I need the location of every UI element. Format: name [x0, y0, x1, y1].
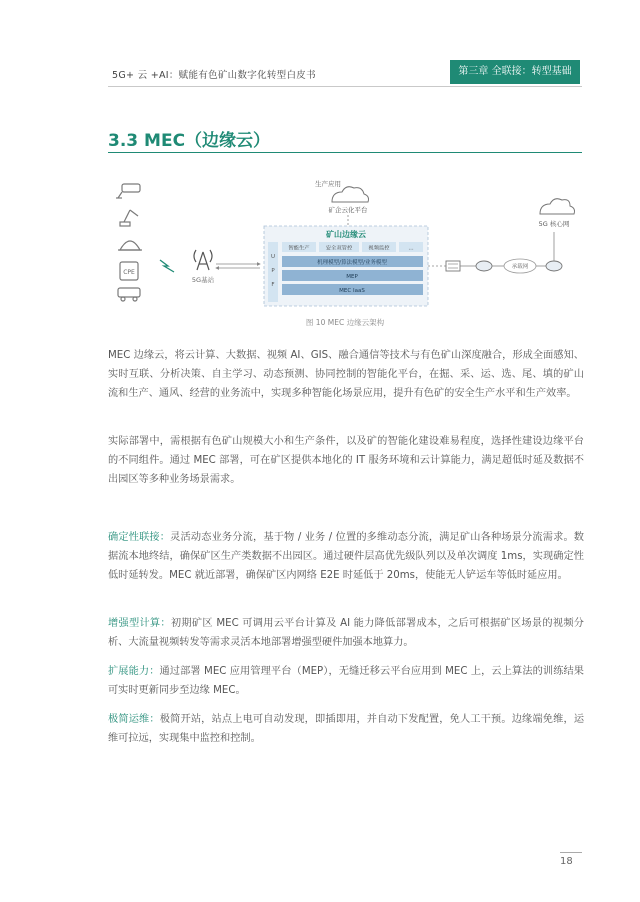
enterprise-cloud-label: 矿企云化平台 — [328, 206, 368, 214]
cloud-icon — [332, 187, 369, 202]
feature-label: 确定性联接： — [108, 532, 171, 543]
page-number-rule — [560, 852, 582, 853]
feature-extension — [108, 662, 584, 700]
bearer-net-label: 承载网 — [511, 264, 529, 270]
svg-text:智能生产: 智能生产 — [288, 245, 310, 252]
feature-text: 初期矿区 MEC 可调用云平台计算及 AI 能力降低部署成本，之后可根据矿区场景的视频分析、大流量视频转发等需求灵活本地部署增强型硬件加强本地算力。 — [108, 618, 584, 648]
cpe-icon — [120, 262, 138, 280]
section-title: 3.3 MEC（边缘云） — [108, 131, 271, 151]
svg-text:安全双管控: 安全双管控 — [325, 245, 353, 252]
svg-text:…: … — [408, 245, 414, 252]
edge-cloud-title: 矿山边缘云 — [326, 230, 366, 239]
svg-text:U: U — [270, 254, 276, 260]
feature-text: 灵活动态业务分流，基于物 / 业务 / 位置的多维动态分流，满足矿山各种场景分流需求。数据流本地终结，确保矿区生产类数据不出园区。通过硬件层高优先级队列以及单次调度 1ms，实现确定性低时延转发。MEC 就近部署，确保矿区内网络 E2E 时延低于 20ms，使能无人铲运车等低时延应用。 — [108, 532, 584, 581]
svg-text:F: F — [271, 282, 275, 288]
camera-icon — [116, 184, 140, 198]
chapter-badge: 第三章 全联接：转型基础 — [450, 60, 580, 84]
feature-text: 通过部署 MEC 应用管理平台（MEP），无缝迁移云平台应用到 MEC 上，云上算法的训练结果可实时更新同步至边缘 MEC。 — [108, 666, 584, 696]
vehicle-icon — [118, 288, 140, 301]
svg-text:视频监控: 视频监控 — [368, 245, 390, 252]
core-cloud-icon — [540, 199, 575, 214]
svg-text:MEP: MEP — [346, 274, 358, 280]
station-label: 5G基站 — [191, 276, 215, 284]
feature-text: 极简开站，站点上电可自动发现，即插即用，并自动下发配置，免人工干预。边缘端免维，运维可拉远，实现集中监控和控制。 — [108, 714, 585, 744]
antenna-icon — [194, 250, 212, 270]
router-icon-right — [546, 261, 562, 271]
feature-label: 增强型计算： — [108, 618, 171, 629]
switch-icon — [446, 261, 460, 271]
wireless-signal-icon — [160, 260, 174, 272]
svg-text:机理模型/算法模型/业务模型: 机理模型/算法模型/业务模型 — [317, 260, 387, 266]
header-divider — [108, 86, 582, 87]
figure-caption: 图 10 MEC 边缘云架构 — [305, 318, 385, 327]
feature-ops — [108, 710, 584, 748]
cpe-label: CPE — [123, 269, 135, 276]
intro-paragraph: MEC 边缘云，将云计算、大数据、视频 AI、GIS、融合通信等技术与有色矿山深度融合，形成全面感知、实时互联、分析决策、自主学习、动态预测、协同控制的智能化平台，在掘、采、运、选、尾、填的矿山流和生产、通风、经营的业务流中，实现多种智能化场景应用，提升有色矿的安全生产水平和生产效率。 — [108, 350, 584, 399]
svg-text:MEC IaaS: MEC IaaS — [339, 288, 365, 294]
router-icon-left — [476, 261, 492, 271]
production-app-label: 生产应用 — [315, 180, 341, 188]
document-title: 5G+ 云 +AI：赋能有色矿山数字化转型白皮书 — [112, 70, 316, 81]
core-net-label: 5G 核心网 — [538, 220, 570, 228]
feature-label: 极简运维： — [108, 714, 160, 725]
deployment-paragraph: 实际部署中，需根据有色矿山规模大小和生产条件，以及矿的智能化建设难易程度，选择性建设边缘平台的不同组件。通过 MEC 部署，可在矿区提供本地化的 IT 服务环境和云计算能力，满足超低时延及数据不出园区等多种业务场景需求。 — [108, 436, 584, 485]
robot-arm-icon — [120, 210, 138, 226]
svg-text:P: P — [271, 268, 275, 274]
helmet-icon — [118, 241, 142, 250]
mec-architecture-diagram — [108, 170, 582, 320]
section-divider — [108, 152, 582, 153]
feature-label: 扩展能力： — [108, 666, 160, 677]
page-number: 18 — [560, 856, 573, 867]
feature-deterministic — [108, 528, 584, 585]
feature-compute — [108, 614, 584, 652]
